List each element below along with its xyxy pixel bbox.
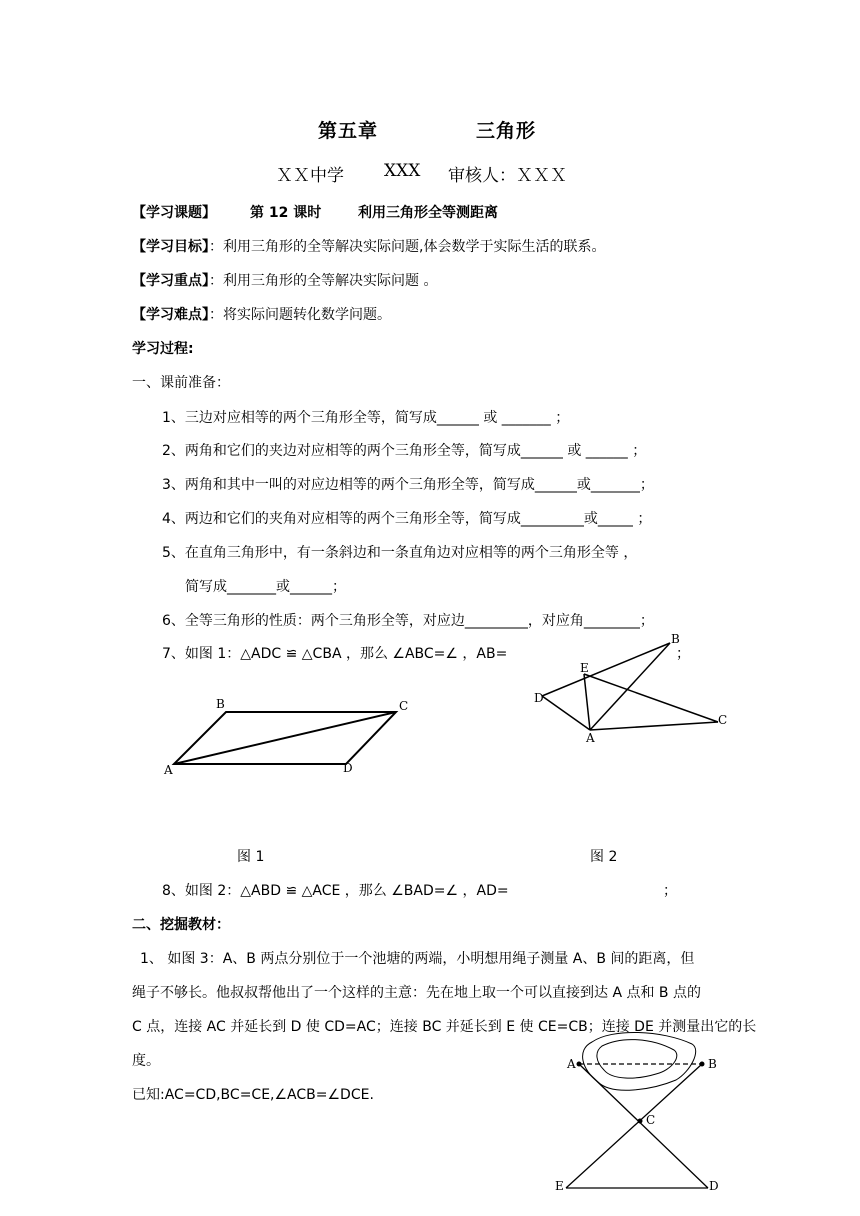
objectives-text: ：利用三角形的全等解决实际问题,体会数学于实际生活的联系。 — [209, 239, 606, 255]
objectives-label: 【学习目标】 — [132, 239, 209, 255]
figure-2 — [530, 632, 730, 747]
figure-1 — [160, 690, 420, 780]
figure-1-caption: 图 1 — [237, 849, 265, 865]
fig2-label-c: C — [718, 713, 728, 727]
fig3-label-e: E — [555, 1179, 564, 1193]
fig2-label-e: E — [580, 661, 589, 675]
problem-line-3: C 点，连接 AC 并延长到 D 使 CD=AC；连接 BC 并延长到 E 使 CE=CB；连接 DE 并测量出它的长 — [132, 1019, 757, 1035]
difficulties — [132, 304, 391, 324]
prep-item-4: 4、两边和它们的夹角对应相等的两个三角形全等，简写成_________或_____ ； — [162, 511, 652, 527]
chapter-title: 三角形 — [476, 120, 537, 142]
difficulties-text: ：将实际问题转化数学问题。 — [209, 307, 391, 323]
section2-heading: 二、挖掘教材： — [132, 917, 230, 933]
keypoints-label: 【学习重点】 — [132, 273, 209, 289]
fig1-label-a: A — [164, 763, 173, 777]
prep-item-8: 8、如图 2：△ABD ≌ △ACE ，那么 ∠BAD=∠ ，AD= — [162, 883, 509, 899]
prep-item-5-cont: 简写成_______或______； — [185, 579, 346, 595]
author-name: XXX — [384, 161, 421, 181]
figure-2-caption: 图 2 — [590, 849, 618, 865]
fig2-label-d: D — [534, 691, 544, 705]
difficulties-label: 【学习难点】 — [132, 307, 209, 323]
fig3-label-a: A — [567, 1057, 576, 1071]
topic-lesson: 第 12 课时 — [250, 205, 322, 221]
topic-title: 利用三角形全等测距离 — [358, 205, 498, 221]
prep-item-2: 2、两角和它们的夹边对应相等的两个三角形全等，简写成______ 或 ______ ； — [162, 443, 647, 459]
problem-line-4: 度。 — [132, 1053, 160, 1069]
prep-item-8-tail: ； — [663, 883, 677, 899]
prep-item-7: 7、如图 1：△ADC ≌ △CBA ，那么 ∠ABC=∠ ，AB= — [162, 646, 508, 662]
keypoints-text: ：利用三角形的全等解决实际问题 。 — [209, 273, 438, 289]
figure-3 — [552, 1022, 732, 1194]
prep-item-3: 3、两角和其中一叫的对应边相等的两个三角形全等，简写成______或_______； — [162, 477, 654, 493]
fig1-label-b: B — [216, 697, 225, 711]
prep-item-6: 6、全等三角形的性质：两个三角形全等，对应边_________，对应角________； — [162, 613, 654, 629]
prep-item-7-tail: ； — [676, 646, 690, 662]
fig2-label-a: A — [586, 731, 595, 745]
fig1-label-c: C — [399, 699, 409, 713]
topic-label: 【学习课题】 — [132, 205, 216, 221]
process-heading: 学习过程: — [132, 341, 194, 357]
fig3-label-c: C — [646, 1113, 656, 1127]
fig3-label-b: B — [708, 1057, 717, 1071]
problem-line-1: 1、 如图 3：A、B 两点分别位于一个池塘的两端，小明想用绳子测量 A、B 间的距离，但 — [140, 951, 695, 967]
chapter-number: 第五章 — [318, 120, 379, 142]
objectives — [132, 236, 605, 256]
fig3-label-d: D — [709, 1179, 719, 1193]
problem-line-2: 绳子不够长。他叔叔帮他出了一个这样的主意：先在地上取一个可以直接到达 A 点和 B 点的 — [132, 985, 701, 1001]
fig1-label-d: D — [343, 761, 353, 775]
section1-heading: 一、课前准备： — [132, 375, 230, 391]
given-statement: 已知:AC=CD,BC=CE,∠ACB=∠DCE. — [132, 1087, 374, 1103]
keypoints — [132, 270, 437, 290]
fig2-label-b: B — [671, 632, 680, 646]
prep-item-5: 5、在直角三角形中，有一条斜边和一条直角边对应相等的两个三角形全等 ， — [162, 545, 638, 561]
reviewer: 审核人：ＸＸＸ — [448, 166, 567, 186]
school-name: ＸＸ中学 — [276, 166, 344, 186]
prep-item-1: 1、三边对应相等的两个三角形全等，简写成______ 或 _______ ； — [162, 410, 570, 426]
